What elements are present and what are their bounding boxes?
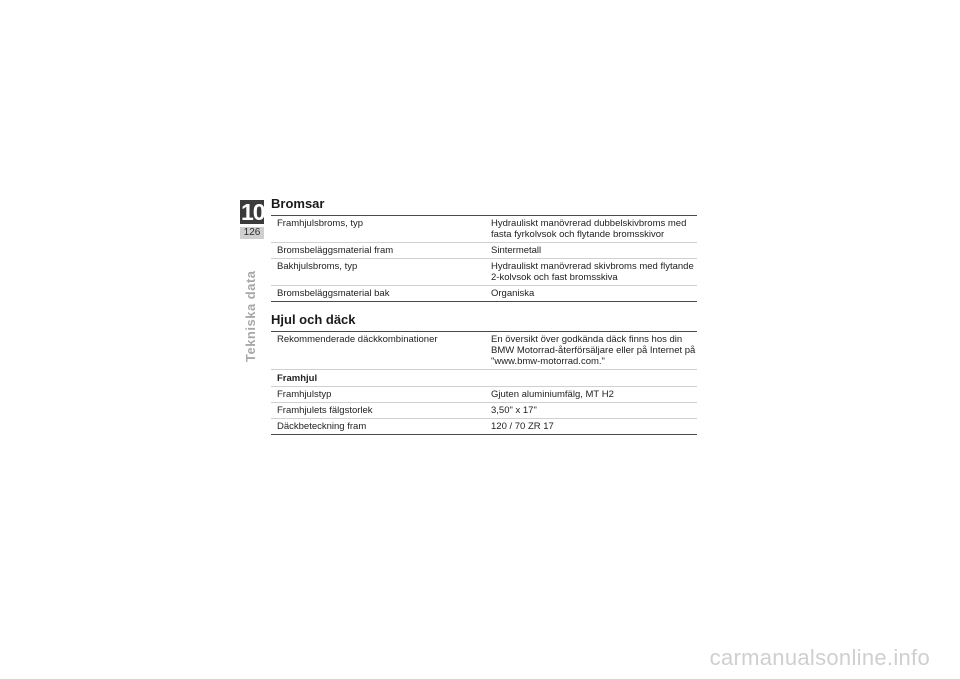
table-row bbox=[271, 387, 697, 403]
page-number: 126 bbox=[240, 227, 264, 239]
spec-key: Framhjulstyp bbox=[271, 387, 485, 403]
content bbox=[271, 196, 697, 435]
spec-key: Bakhjulsbroms, typ bbox=[271, 259, 485, 286]
table-row bbox=[271, 259, 697, 286]
subheading-front-wheel: Framhjul bbox=[271, 370, 697, 387]
table-subheading-row bbox=[271, 370, 697, 387]
table-row bbox=[271, 419, 697, 435]
spec-key: Bromsbeläggsmaterial bak bbox=[271, 286, 485, 302]
chapter-tab bbox=[240, 200, 264, 239]
brakes-table bbox=[271, 215, 697, 302]
chapter-number: 10 bbox=[241, 199, 265, 225]
side-chapter-label bbox=[240, 270, 264, 400]
table-row bbox=[271, 403, 697, 419]
section-title-brakes: Bromsar bbox=[271, 196, 325, 211]
spec-value: Gjuten aluminiumfälg, MT H2 bbox=[485, 387, 697, 403]
side-chapter-label-text: Tekniska data bbox=[243, 270, 258, 362]
spec-value: 3,50" x 17" bbox=[485, 403, 697, 419]
spec-key: Bromsbeläggsmaterial fram bbox=[271, 243, 485, 259]
spec-value: En översikt över godkända däck finns hos din BMW Motorrad-återförsäljare eller på Internet på "www.bmw-motorrad.com." bbox=[491, 334, 696, 367]
spec-key: Däckbeteckning fram bbox=[271, 419, 485, 435]
spec-key: Rekommenderade däckkombinationer bbox=[277, 334, 438, 345]
wheels-table bbox=[271, 331, 697, 435]
section-title-wheels: Hjul och däck bbox=[271, 312, 356, 327]
spec-value: 120 / 70 ZR 17 bbox=[485, 419, 697, 435]
table-row bbox=[271, 286, 697, 302]
spec-value: Organiska bbox=[485, 286, 697, 302]
spec-value: Sintermetall bbox=[485, 243, 697, 259]
spec-value: Hydrauliskt manövrerad dubbelskivbroms med fasta fyrkolvsok och flytande bromsskivor bbox=[491, 218, 687, 240]
spec-key: Framhjulsbroms, typ bbox=[277, 218, 364, 229]
spec-key: Framhjulets fälgstorlek bbox=[271, 403, 485, 419]
table-row bbox=[271, 243, 697, 259]
table-row bbox=[271, 332, 697, 370]
spec-value: Hydrauliskt manövrerad skivbroms med flytande 2-kolvsok och fast bromsskiva bbox=[485, 259, 697, 286]
table-row bbox=[271, 216, 697, 243]
footer-watermark: carmanualsonline.info bbox=[709, 645, 930, 670]
